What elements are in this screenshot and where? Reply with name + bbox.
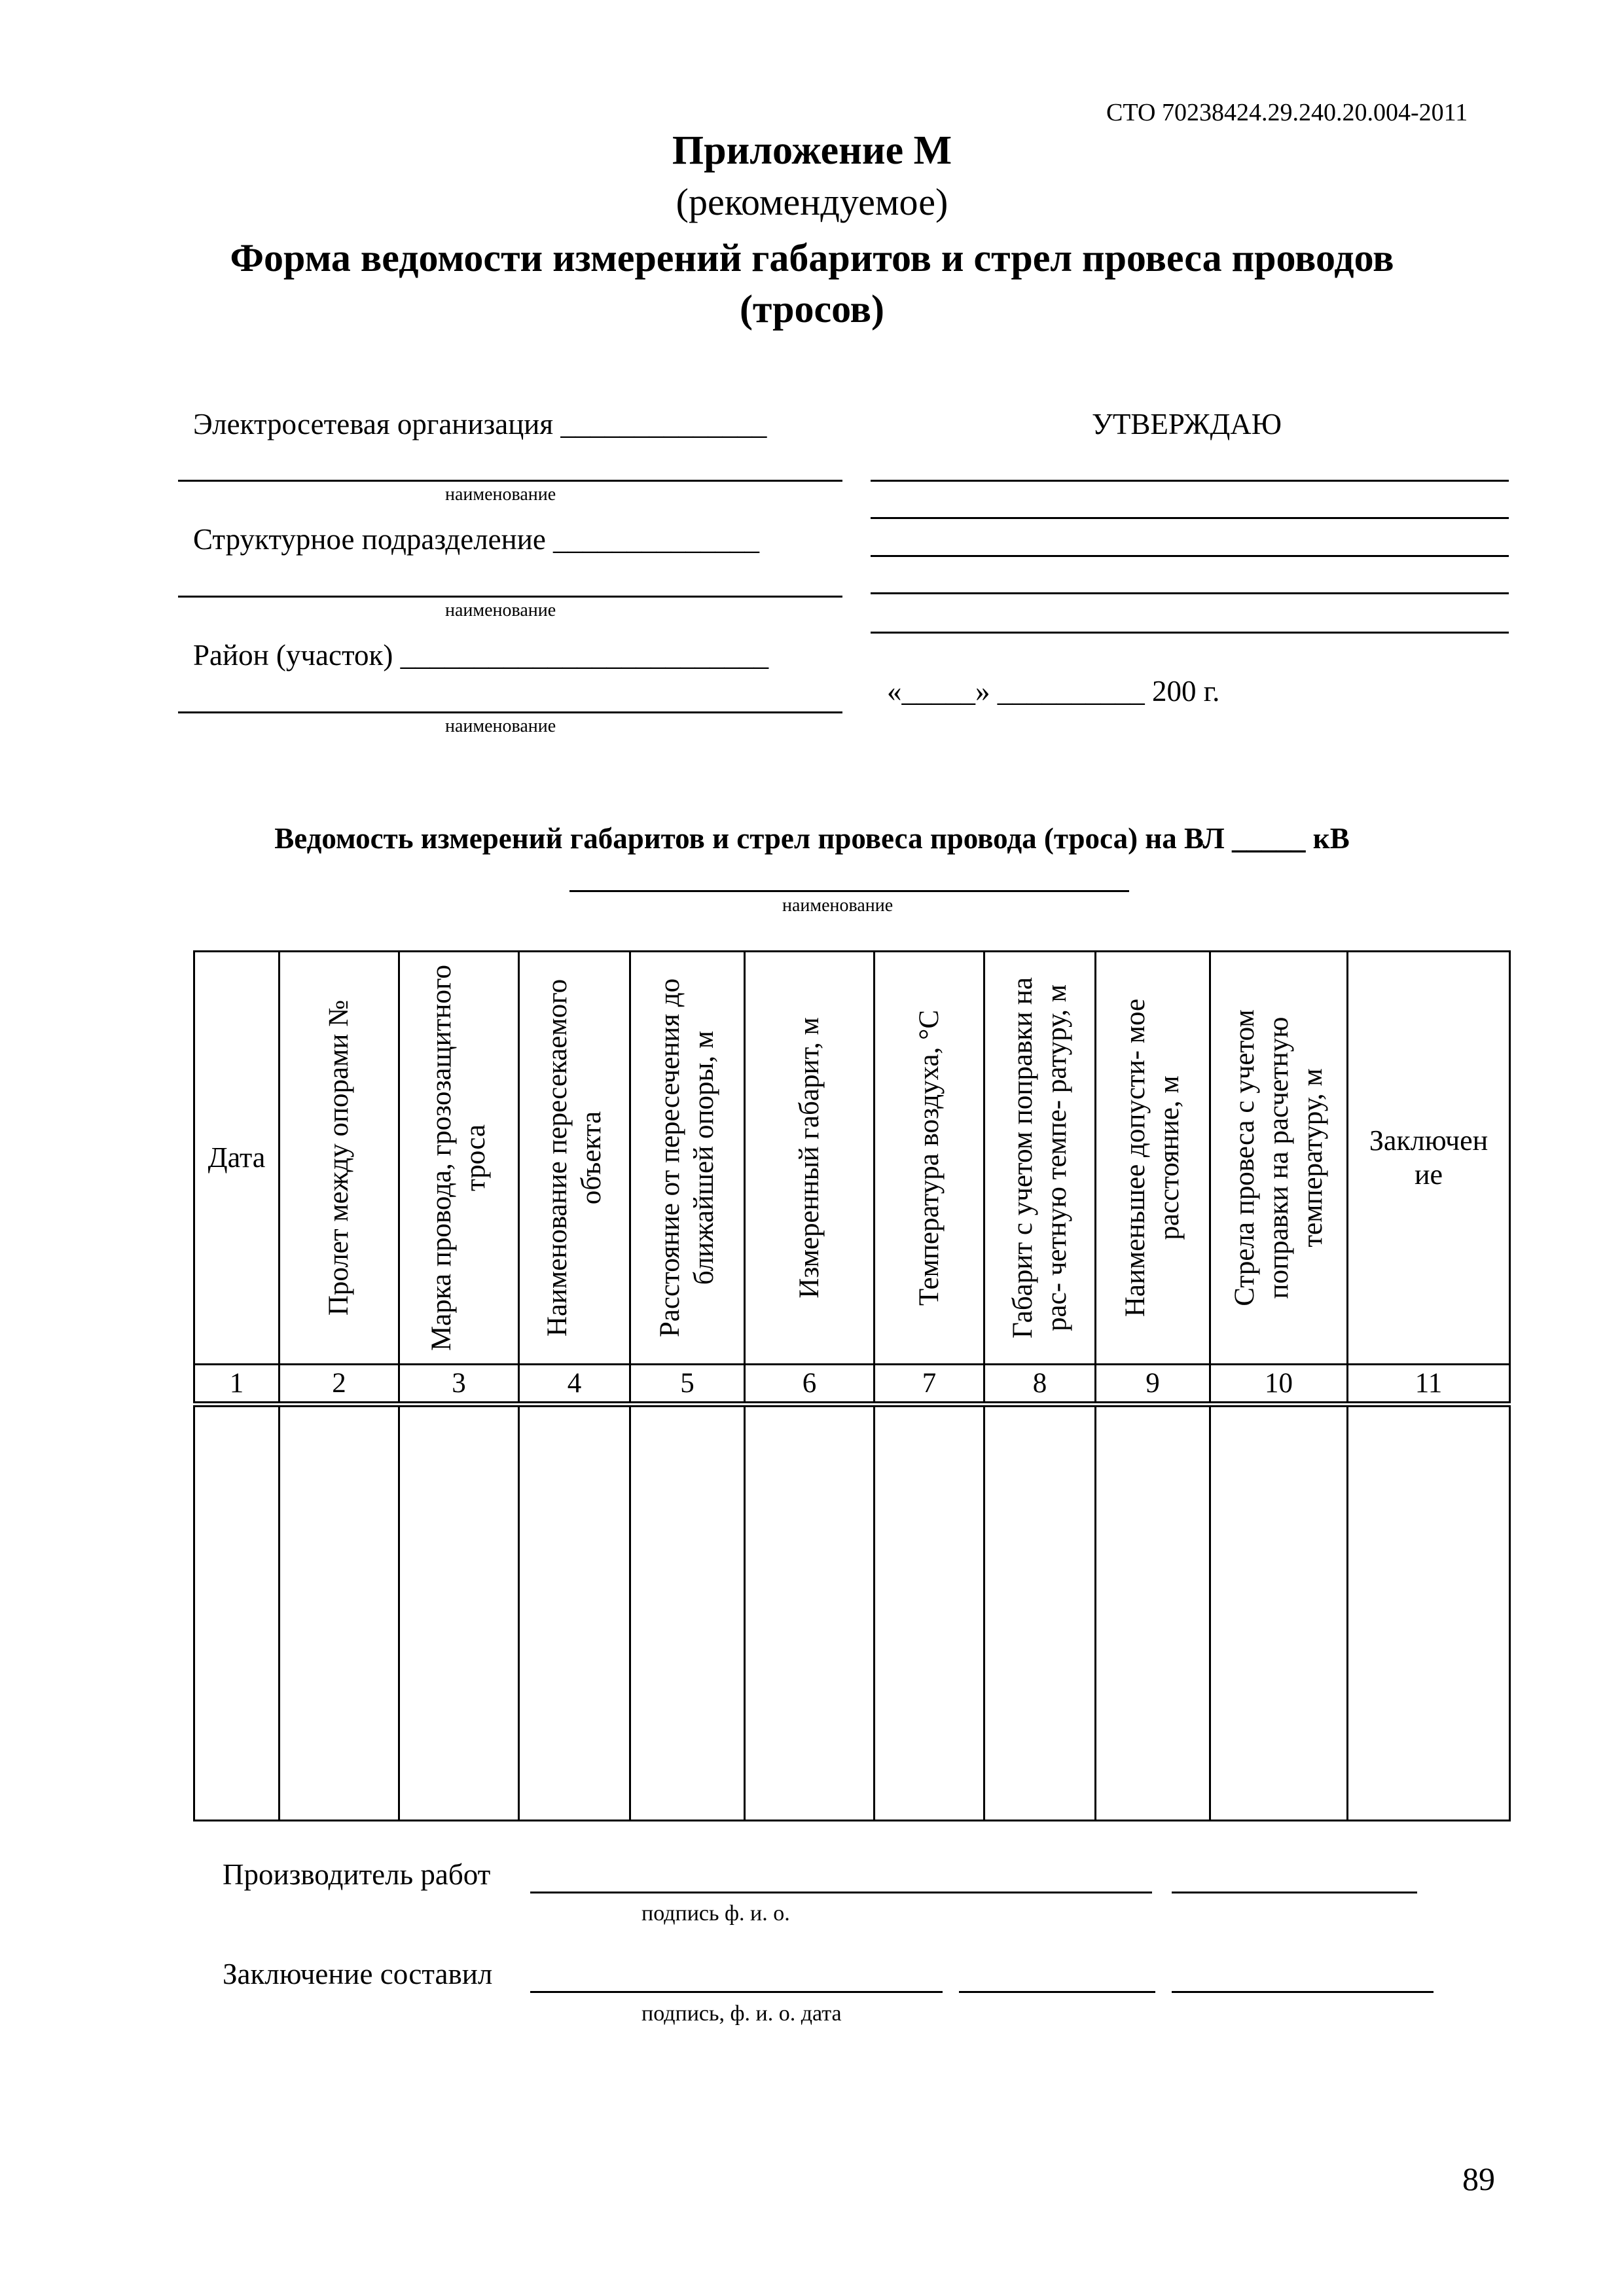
subdivision-caption: наименование (445, 600, 556, 620)
statement-name-line[interactable] (569, 890, 1129, 892)
appendix-status: (рекомендуемое) (676, 181, 948, 223)
col-header-crossed-object (519, 952, 630, 1365)
col-number: 1 (194, 1365, 280, 1405)
col-number: 10 (1210, 1365, 1348, 1405)
conclusion-name-line[interactable] (959, 1991, 1155, 1993)
col-header-wire-grade (399, 952, 519, 1365)
col-number: 8 (984, 1365, 1096, 1405)
entry-cell-corrected-clearance[interactable] (984, 1405, 1096, 1821)
col-number: 5 (630, 1365, 745, 1405)
producer-date-line[interactable] (1172, 1892, 1417, 1893)
conclusion-label: Заключение составил (223, 1958, 493, 1990)
conclusion-signature-line[interactable] (530, 1991, 943, 1993)
approve-line-5[interactable] (871, 632, 1509, 634)
producer-label: Производитель работ (223, 1858, 491, 1891)
subdivision-label: Структурное подразделение ______________ (193, 523, 760, 556)
organization-name-line[interactable] (178, 480, 842, 482)
table-header-row (194, 952, 1510, 1365)
col-number: 7 (875, 1365, 984, 1405)
statement-title: Ведомость измерений габаритов и стрел провеса провода (троса) на ВЛ _____ кВ (274, 822, 1350, 855)
col-number: 3 (399, 1365, 519, 1405)
page-number: 89 (1462, 2161, 1495, 2197)
col-label: Расстояние от пересечения до ближайшей опоры, м (655, 978, 719, 1338)
col-header-sag (1210, 952, 1348, 1365)
entry-cell-span[interactable] (280, 1405, 399, 1821)
approve-line-1[interactable] (871, 480, 1509, 482)
col-number: 9 (1096, 1365, 1210, 1405)
statement-caption: наименование (782, 895, 893, 916)
entry-cell-crossed-object[interactable] (519, 1405, 630, 1821)
conclusion-caption: подпись, ф. и. о. дата (641, 2001, 842, 2026)
entry-cell-min-distance[interactable] (1096, 1405, 1210, 1821)
col-header-air-temperature (875, 952, 984, 1365)
form-title-line1: Форма ведомости измерений габаритов и стрел провеса проводов (230, 236, 1394, 279)
district-name-line[interactable] (178, 711, 842, 713)
approve-line-2[interactable] (871, 517, 1509, 519)
entry-cell-air-temperature[interactable] (875, 1405, 984, 1821)
producer-signature-line[interactable] (530, 1892, 1152, 1893)
col-number: 11 (1348, 1365, 1510, 1405)
producer-caption: подпись ф. и. о. (641, 1901, 790, 1926)
col-number: 2 (280, 1365, 399, 1405)
organization-caption: наименование (445, 484, 556, 505)
col-label: Габарит с учетом поправки на рас- четную темпе- ратуру, м (1007, 977, 1072, 1338)
col-label: Пролет между опорами № (323, 999, 354, 1316)
table-entry-row (194, 1405, 1510, 1821)
col-header-min-distance (1096, 952, 1210, 1365)
form-title-line2: (тросов) (739, 287, 885, 331)
col-label: Марка провода, грозозащитного троса (426, 964, 491, 1352)
approve-line-3[interactable] (871, 555, 1509, 557)
col-label: Заключен ие (1369, 1124, 1489, 1191)
appendix-title: Приложение М (672, 128, 952, 173)
col-label: Стрела провеса с учетом поправки на расчетную температуру, м (1229, 1009, 1328, 1306)
form-title (0, 232, 1624, 334)
entry-cell-sag[interactable] (1210, 1405, 1348, 1821)
col-header-conclusion (1348, 952, 1510, 1365)
col-header-span (280, 952, 399, 1365)
col-label: Наименование пересекаемого объекта (541, 978, 607, 1337)
table-number-row (194, 1365, 1510, 1405)
approve-date: «_____» __________ 200 г. (887, 675, 1220, 708)
col-number: 4 (519, 1365, 630, 1405)
col-label: Измеренный габарит, м (793, 1017, 825, 1299)
entry-cell-wire-grade[interactable] (399, 1405, 519, 1821)
conclusion-date-line[interactable] (1172, 1991, 1434, 1993)
col-label: Наименьшее допусти- мое расстояние, м (1120, 998, 1185, 1318)
col-header-distance (630, 952, 745, 1365)
col-label: Температура воздуха, °С (913, 1009, 945, 1306)
document-number: СТО 70238424.29.240.20.004-2011 (1106, 99, 1468, 126)
subdivision-name-line[interactable] (178, 596, 842, 598)
col-header-corrected-clearance (984, 952, 1096, 1365)
approve-label: УТВЕРЖДАЮ (1092, 408, 1282, 440)
measurements-table (193, 950, 1511, 1821)
entry-cell-distance[interactable] (630, 1405, 745, 1821)
col-header-date (194, 952, 280, 1365)
entry-cell-measured-clearance[interactable] (745, 1405, 875, 1821)
district-caption: наименование (445, 716, 556, 736)
col-header-measured-clearance (745, 952, 875, 1365)
col-label: Дата (208, 1141, 266, 1174)
entry-cell-date[interactable] (194, 1405, 280, 1821)
district-label: Район (участок) _________________________ (193, 639, 769, 672)
approve-line-4[interactable] (871, 592, 1509, 594)
organization-label: Электросетевая организация ______________ (193, 408, 767, 440)
col-number: 6 (745, 1365, 875, 1405)
entry-cell-conclusion[interactable] (1348, 1405, 1510, 1821)
